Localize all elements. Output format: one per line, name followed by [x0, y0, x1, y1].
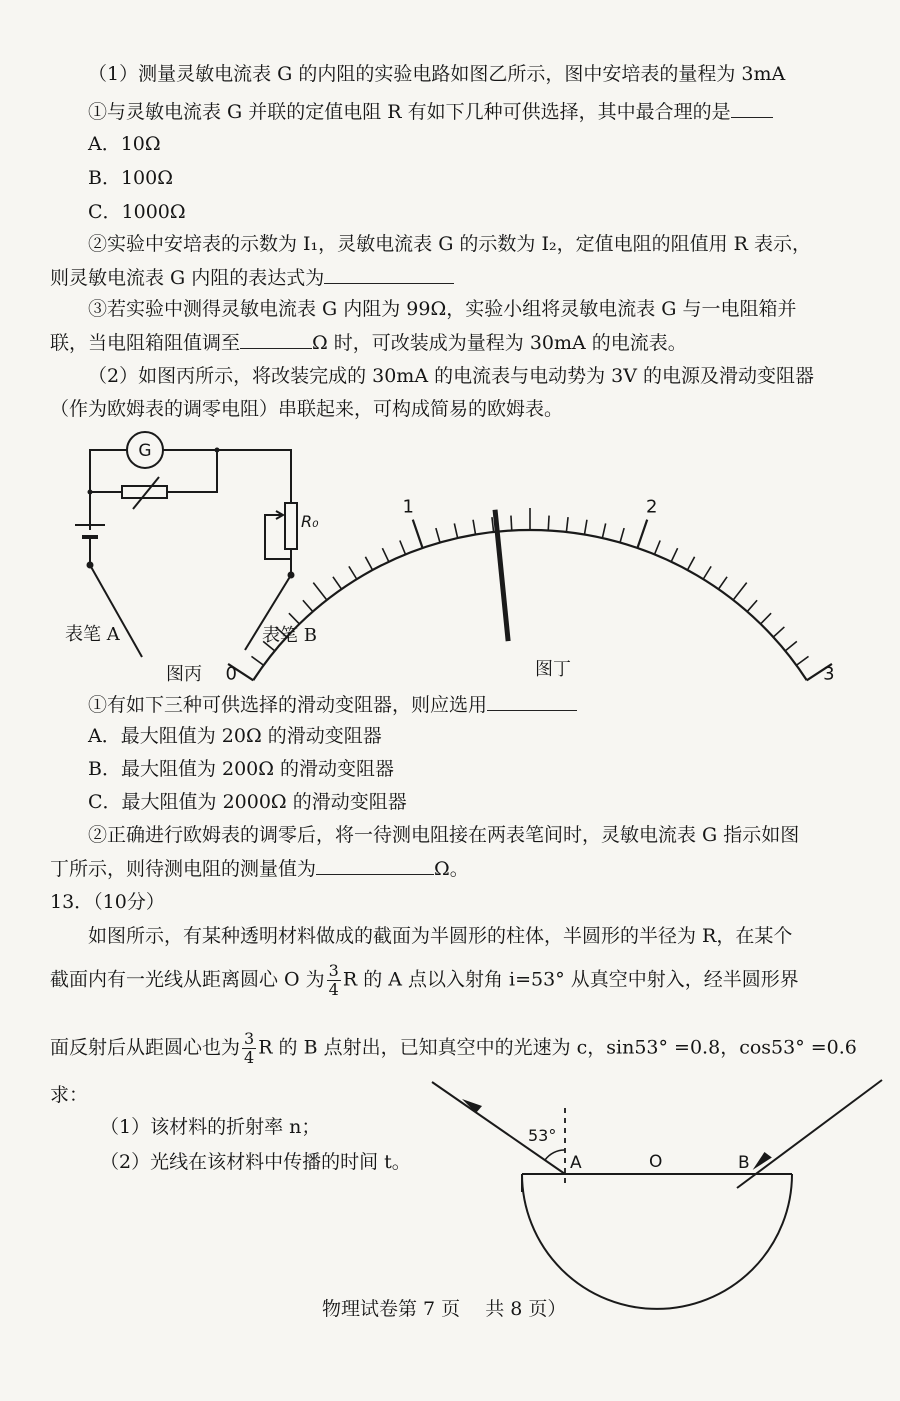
- scale-tick: [718, 577, 727, 589]
- p2-option-c: C．最大阻值为 2000Ω 的滑动变阻器: [88, 791, 407, 813]
- p2-question-1: [88, 692, 577, 717]
- answer-blank-5[interactable]: [316, 856, 434, 875]
- q13-text-line3-b: R 的 B 点射出，已知真空中的光速为 c，sin53° =0.8，cos53° =0.6: [258, 1036, 857, 1059]
- scale-tick: [365, 557, 372, 570]
- scale-tick: [473, 520, 475, 535]
- p2-question-1-text: ①有如下三种可供选择的滑动变阻器，则应选用: [88, 694, 488, 716]
- p1-question-1-text: ①与灵敏电流表 G 并联的定值电阻 R 有如下几种可供选择，其中最合理的是: [88, 101, 731, 123]
- p1-option-c: C．1000Ω: [88, 201, 186, 223]
- scale-tick: [773, 627, 784, 637]
- q13-semicircle-figure: [420, 1070, 890, 1300]
- scale-tick: [687, 557, 694, 570]
- p1-question-1: [88, 99, 773, 124]
- p1-question-2-text: 则灵敏电流表 G 内阻的表达式为: [50, 267, 325, 289]
- fraction-numerator: 3: [244, 1029, 255, 1048]
- semicircle-arc: [522, 1174, 792, 1309]
- scale-tick: [382, 548, 388, 562]
- fraction-three-quarters: [327, 962, 341, 999]
- scale-tick: [747, 600, 757, 611]
- p1-question-3-line1: ③若实验中测得灵敏电流表 G 内阻为 99Ω，实验小组将灵敏电流表 G 与一电阻箱并: [88, 298, 797, 320]
- p1-question-2-line2: [50, 265, 454, 290]
- scale-label-2: 2: [646, 496, 658, 518]
- page-footer: 物理试卷第 7 页 共 8 页）: [322, 1298, 567, 1320]
- point-o-label: O: [649, 1152, 663, 1172]
- scale-tick: [400, 540, 406, 554]
- scale-tick: [655, 540, 661, 554]
- answer-blank-4[interactable]: [487, 692, 577, 711]
- point-b-label: B: [738, 1153, 750, 1173]
- r0-label: R₀: [301, 512, 319, 531]
- p2-question-2-line2: [50, 856, 469, 881]
- scale-tick: [761, 613, 771, 624]
- fraction-numerator: 3: [328, 961, 339, 980]
- q13-text-line3: [50, 1030, 857, 1067]
- q13-ask-2: （2）光线在该材料中传播的时间 t。: [100, 1151, 411, 1173]
- figure-bing-caption: 图丙: [166, 664, 202, 685]
- p2-option-a: A．最大阻值为 20Ω 的滑动变阻器: [88, 725, 382, 747]
- exit-arrow: [751, 1152, 772, 1170]
- p1-question-2-line1: ②实验中安培表的示数为 I₁，灵敏电流表 G 的示数为 I₂，定值电阻的阻值用 R 表示，: [88, 233, 811, 255]
- scale-tick: [733, 583, 747, 600]
- q13-ask-1: （1）该材料的折射率 n；: [100, 1116, 321, 1138]
- scale-tick: [584, 520, 586, 535]
- p1-question-3-text-a: 联，当电阻箱阻值调至: [50, 332, 241, 354]
- scale-tick: [548, 516, 549, 531]
- scale-tick: [454, 523, 457, 538]
- fraction-denominator: 4: [244, 1048, 255, 1067]
- q13-ask: 求：: [50, 1084, 89, 1106]
- q13-text-line3-a: 面反射后从距圆心也为: [50, 1036, 241, 1059]
- scale-tick: [566, 517, 568, 532]
- scale-tick: [785, 641, 797, 651]
- part1-intro: （1）测量灵敏电流表 G 的内阻的实验电路如图乙所示，图中安培表的量程为 3mA: [88, 63, 786, 85]
- scale-tick: [796, 656, 808, 665]
- meter-needle: [495, 510, 508, 641]
- scale-tick: [671, 548, 677, 562]
- p1-option-b: B．100Ω: [88, 167, 173, 189]
- p1-question-3-text-b: Ω 时，可改装成为量程为 30mA 的电流表。: [312, 332, 687, 354]
- galvanometer-label: G: [138, 441, 152, 461]
- scale-tick: [637, 520, 647, 548]
- probe-b-label: 表笔 B: [262, 625, 317, 646]
- probe-a-label: 表笔 A: [65, 624, 120, 645]
- q13-text-line2-a: 截面内有一光线从距离圆心 O 为: [50, 968, 325, 991]
- scale-tick: [413, 520, 423, 548]
- fraction-denominator: 4: [328, 980, 339, 999]
- answer-blank-1[interactable]: [731, 99, 773, 118]
- answer-blank-3[interactable]: [240, 330, 312, 349]
- part2-intro-line2: （作为欧姆表的调零电阻）串联起来，可构成简易的欧姆表。: [50, 398, 564, 420]
- fraction-three-quarters-2: [242, 1030, 256, 1067]
- q13-header: 13．（10分）: [50, 891, 165, 913]
- p2-question-2-text-b: Ω。: [434, 858, 469, 880]
- scale-label-0: 0: [225, 663, 237, 685]
- scale-tick: [703, 566, 711, 579]
- q13-text-line2-b: R 的 A 点以入射角 i=53° 从真空中射入，经半圆形界: [342, 968, 799, 991]
- p1-option-a: A．10Ω: [88, 133, 161, 155]
- q13-text-line2: [50, 962, 799, 999]
- p2-option-b: B．最大阻值为 200Ω 的滑动变阻器: [88, 758, 395, 780]
- scale-tick: [436, 528, 440, 542]
- angle-label: 53°: [528, 1126, 557, 1145]
- p2-question-2-text-a: 丁所示，则待测电阻的测量值为: [50, 858, 317, 880]
- point-a-label: A: [570, 1153, 582, 1173]
- scale-tick: [620, 528, 624, 542]
- answer-blank-2[interactable]: [324, 265, 454, 284]
- exit-ray: [737, 1080, 882, 1188]
- scale-tick: [602, 523, 605, 538]
- scale-label-3: 3: [823, 663, 835, 685]
- scale-tick: [492, 517, 494, 532]
- scale-label-1: 1: [402, 496, 414, 518]
- q13-text-line1: 如图所示，有某种透明材料做成的截面为半圆形的柱体，半圆形的半径为 R，在某个: [88, 925, 793, 947]
- scale-tick: [511, 516, 512, 531]
- figure-ding-caption: 图丁: [535, 659, 571, 680]
- part2-intro-line1: （2）如图丙所示，将改装完成的 30mA 的电流表与电动势为 3V 的电源及滑动变阻器: [88, 365, 814, 387]
- p2-question-2-line1: ②正确进行欧姆表的调零后，将一待测电阻接在两表笔间时，灵敏电流表 G 指示如图: [88, 824, 800, 846]
- p1-question-3-line2: [50, 330, 687, 355]
